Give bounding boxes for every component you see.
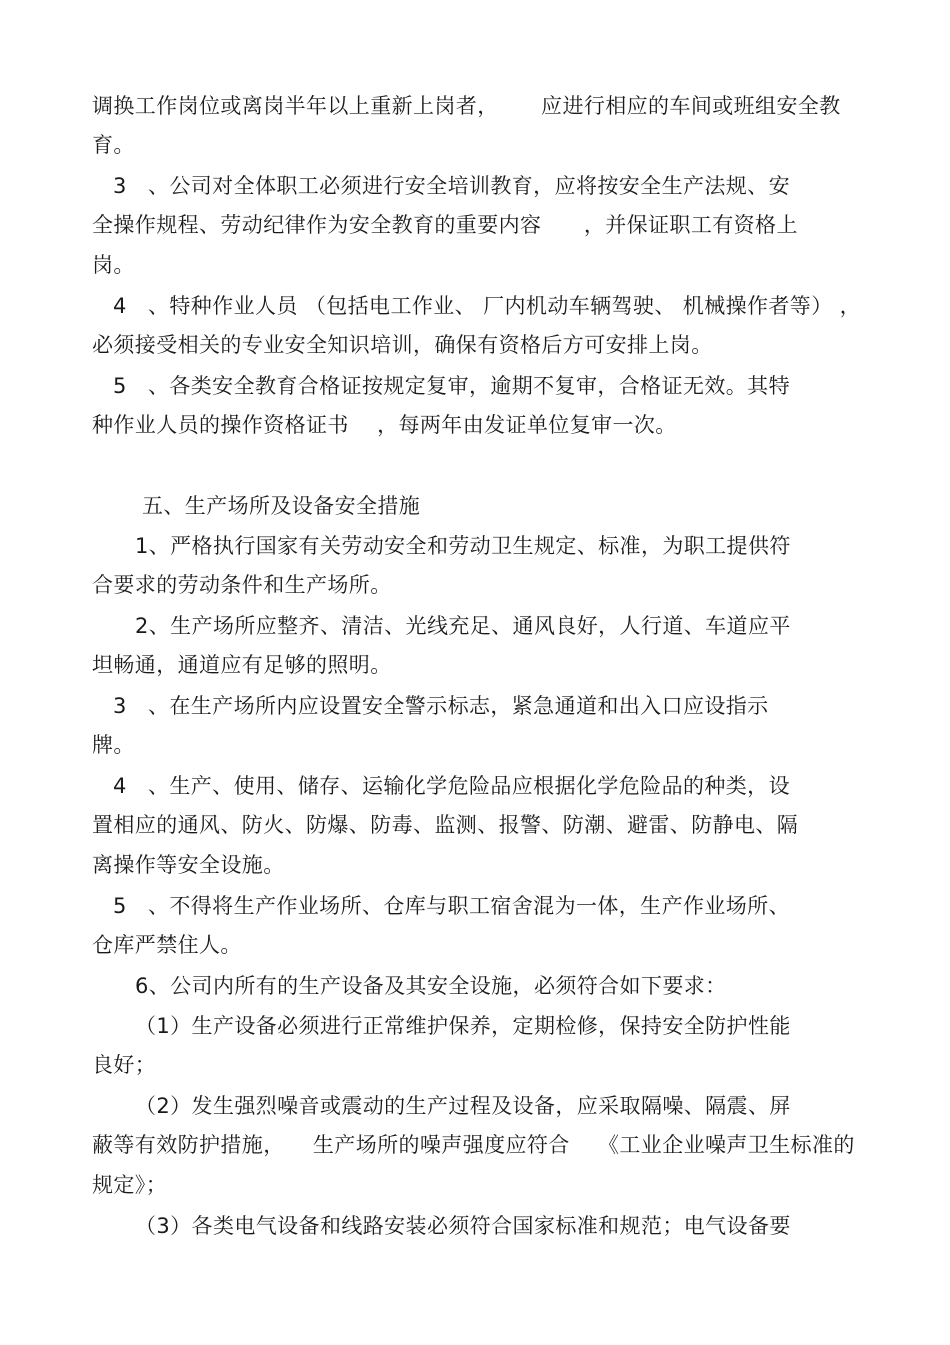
text-line: 4 、生产、使用、储存、运输化学危险品应根据化学危险品的种类，设 bbox=[113, 774, 790, 798]
text-line: 5 、不得将生产作业场所、仓库与职工宿舍混为一体，生产作业场所、 bbox=[113, 894, 790, 918]
text-line: 调换工作岗位或离岗半年以上重新上岗者， 应进行相应的车间或班组安全教 bbox=[92, 94, 841, 118]
text-line: 坦畅通，通道应有足够的照明。 bbox=[92, 653, 392, 677]
text-line: 种作业人员的操作资格证书 ，每两年由发证单位复审一次。 bbox=[92, 413, 677, 437]
text-line: 2、生产场所应整齐、清洁、光线充足、通风良好，人行道、车道应平 bbox=[135, 614, 791, 638]
text-line: （1）生产设备必须进行正常维护保养，定期检修，保持安全防护性能 bbox=[135, 1014, 791, 1038]
text-line: 置相应的通风、防火、防爆、防毒、监测、报警、防潮、避雷、防静电、隔 bbox=[92, 813, 799, 837]
text-line: 全操作规程、劳动纪律作为安全教育的重要内容 ，并保证职工有资格上 bbox=[92, 213, 798, 237]
text-line: 良好； bbox=[92, 1053, 157, 1077]
text-line: （2）发生强烈噪音或震动的生产过程及设备，应采取隔噪、隔震、屏 bbox=[135, 1094, 791, 1118]
text-line: 合要求的劳动条件和生产场所。 bbox=[92, 573, 392, 597]
text-line: （3）各类电气设备和线路安装必须符合国家标准和规范；电气设备要 bbox=[135, 1214, 791, 1238]
text-line: 3 、公司对全体职工必须进行安全培训教育，应将按安全生产法规、安 bbox=[113, 174, 790, 198]
text-line: 规定》； bbox=[92, 1173, 168, 1197]
text-line: 离操作等安全设施。 bbox=[92, 853, 285, 877]
text-line: 仓库严禁住人。 bbox=[92, 933, 242, 957]
text-line: 4 、特种作业人员 （包括电工作业、 厂内机动车辆驾驶、 机械操作者等） ， bbox=[113, 294, 862, 318]
text-line: 岗。 bbox=[92, 253, 135, 277]
text-line: 必须接受相关的专业安全知识培训，确保有资格后方可安排上岗。 bbox=[92, 333, 713, 357]
text-line: 牌。 bbox=[92, 733, 135, 757]
text-line: 6、公司内所有的生产设备及其安全设施，必须符合如下要求： bbox=[135, 974, 727, 998]
text-line: 5 、各类安全教育合格证按规定复审，逾期不复审，合格证无效。其特 bbox=[113, 374, 790, 398]
text-line: 育。 bbox=[92, 133, 135, 157]
section-heading: 五、生产场所及设备安全措施 bbox=[142, 494, 421, 518]
text-line: 1、严格执行国家有关劳动安全和劳动卫生规定、标准，为职工提供符 bbox=[135, 534, 791, 558]
text-line: 3 、在生产场所内应设置安全警示标志，紧急通道和出入口应设指示 bbox=[113, 694, 769, 718]
text-line: 蔽等有效防护措施， 生产场所的噪声强度应符合 《工业企业噪声卫生标准的 bbox=[92, 1133, 855, 1157]
